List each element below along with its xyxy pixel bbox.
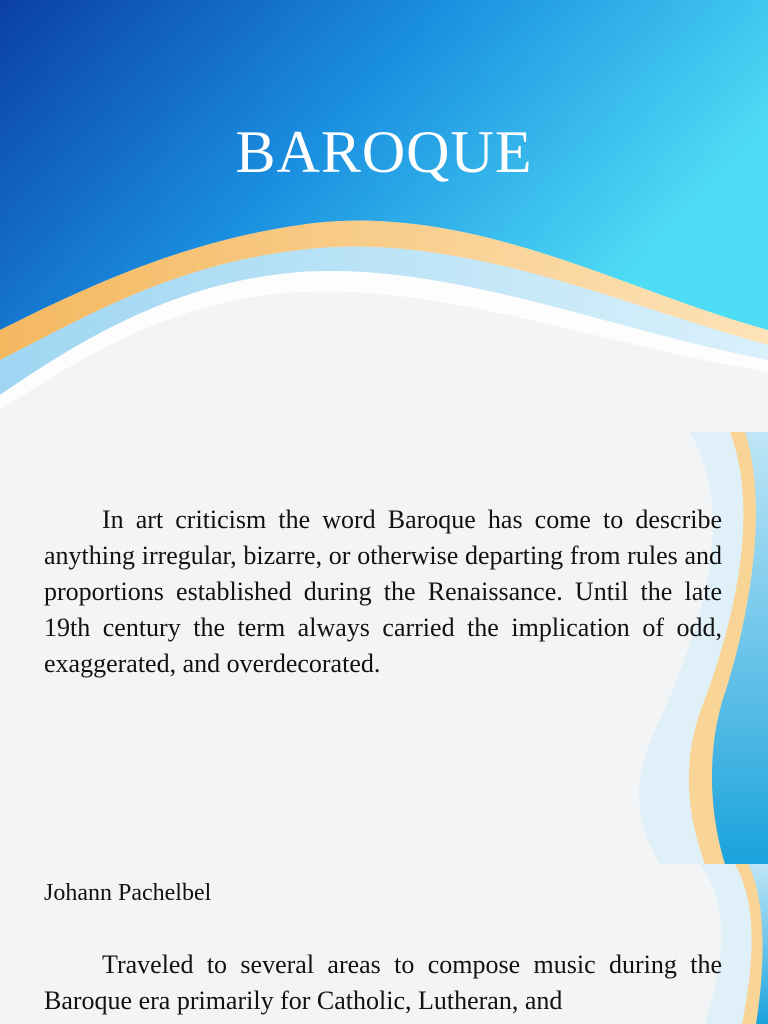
baroque-definition-paragraph: In art criticism the word Baroque has come to describe anything irregular, bizarre, or otherwise departing from rules and proportions established during the Renaissance. Until the late 19th century the term always carried the implication of odd, exaggerated, and overdecorated. — [44, 505, 722, 678]
slide-title: BAROQUE — [235, 119, 533, 185]
title-slide — [0, 0, 768, 432]
wave-background — [0, 0, 768, 432]
composer-heading: Johann Pachelbel — [44, 880, 212, 906]
composer-paragraph: Traveled to several areas to compose music during the Baroque era primarily for Catholic, Lutheran, and — [44, 950, 722, 1015]
